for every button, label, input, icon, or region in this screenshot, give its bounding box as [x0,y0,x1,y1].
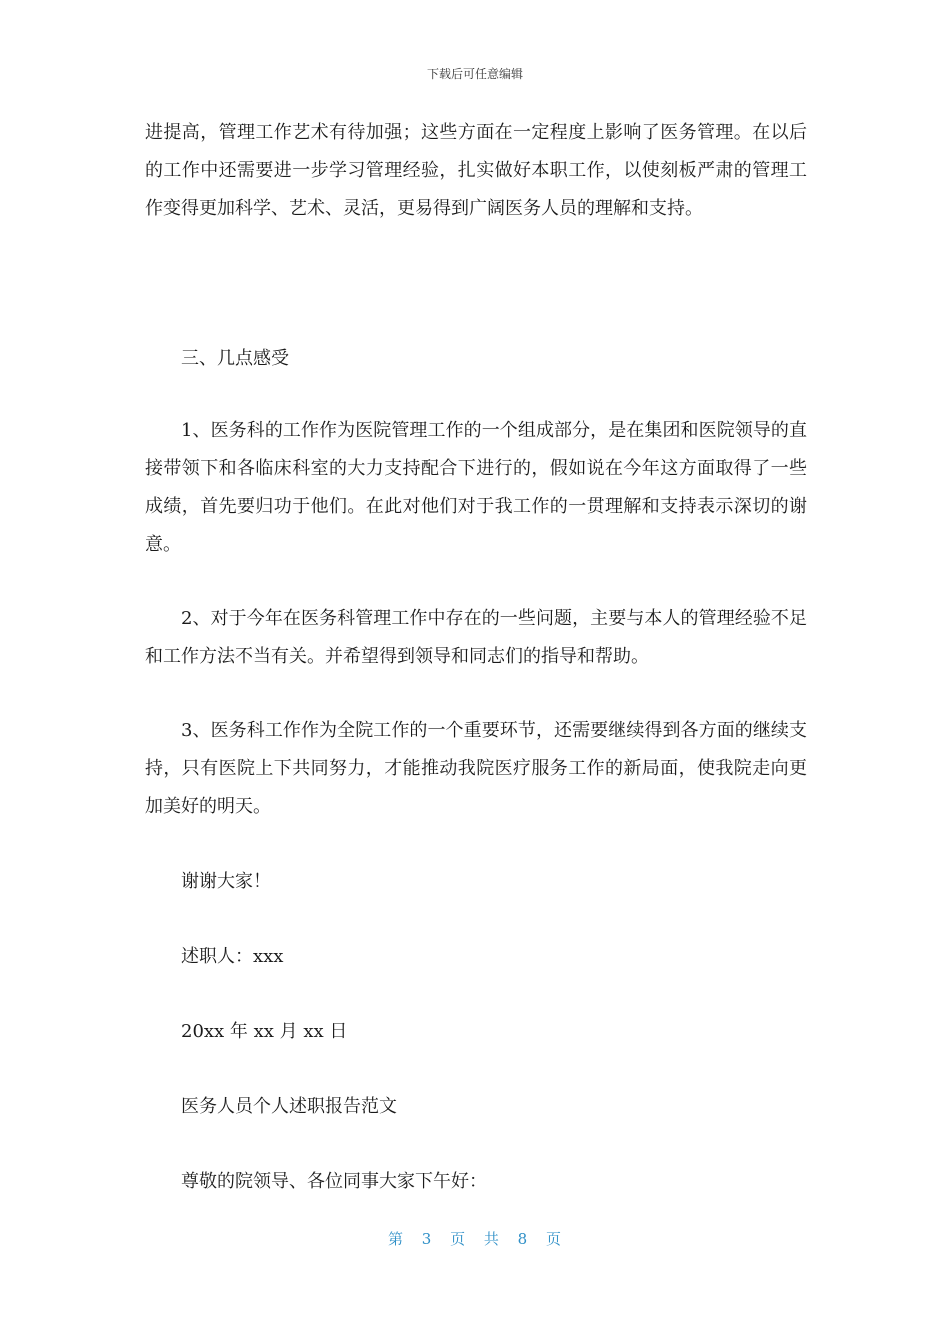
document-body [145,114,807,1201]
page-header: 下载后可任意编辑 [426,67,523,81]
signer-line: 述职人：xxx [181,946,284,967]
next-document-title: 医务人员个人述职报告范文 [181,1096,397,1117]
date-line: 20xx 年 xx 月 xx 日 [181,1021,348,1042]
thanks-line: 谢谢大家！ [181,871,271,892]
paragraph-point-1: 1、医务科的工作作为医院管理工作的一个组成部分，是在集团和医院领导的直接带领下和各临床科室的大力支持配合下进行的，假如说在今年这方面取得了一些成绩，首先要归功于他们。在此对他们对于我工作的一贯理解和支持表示深切的谢意。 [145,420,807,555]
paragraph-point-2: 2、对于今年在医务科管理工作中存在的一些问题，主要与本人的管理经验不足和工作方法不当有关。并希望得到领导和同志们的指导和帮助。 [145,608,807,667]
paragraph-point-3: 3、医务科工作作为全院工作的一个重要环节，还需要继续得到各方面的继续支持，只有医院上下共同努力，才能推动我院医疗服务工作的新局面，使我院走向更加美好的明天。 [145,720,807,817]
greeting-line: 尊敬的院领导、各位同事大家下午好： [181,1171,487,1192]
page-number-footer: 第 3 页 共 8 页 [388,1230,562,1248]
section-heading: 三、几点感受 [181,348,289,369]
paragraph-continuation: 进提高，管理工作艺术有待加强；这些方面在一定程度上影响了医务管理。在以后的工作中还需要进一步学习管理经验，扎实做好本职工作，以使刻板严肃的管理工作变得更加科学、艺术、灵活，更易得到广阔医务人员的理解和支持。 [145,122,807,219]
